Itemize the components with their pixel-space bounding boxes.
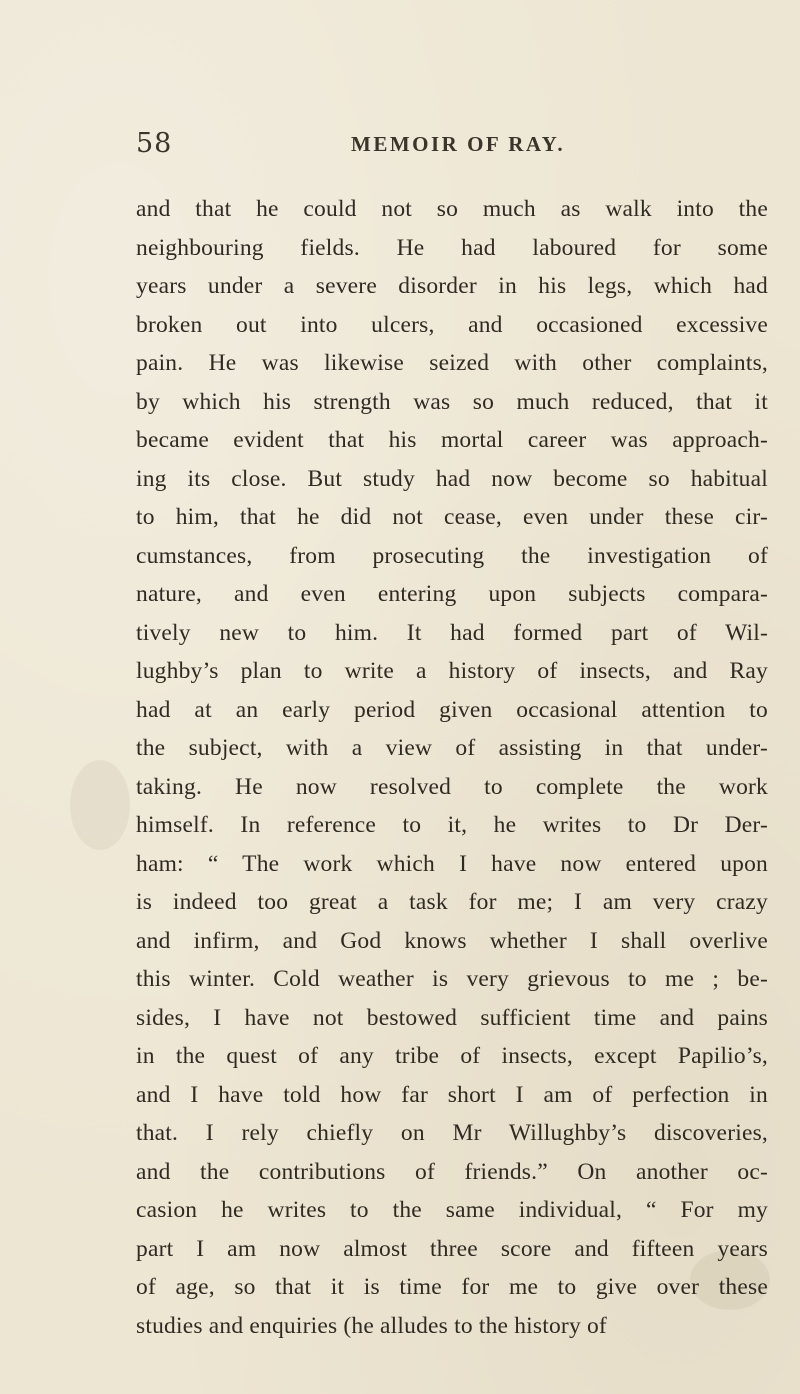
paper-stain — [70, 760, 130, 850]
text-line: ing its close. But study had now become so habitual — [136, 465, 768, 492]
text-line: of age, so that it is time for me to give over these — [136, 1274, 768, 1300]
text-line: ham: “ The work which I have now entered upon — [136, 850, 768, 877]
text-line: part I am now almost three score and fifteen years — [136, 1235, 768, 1262]
text-line: in the quest of any tribe of insects, except Papilio’s, — [136, 1043, 768, 1069]
page-header — [136, 128, 756, 168]
text-line: and I have told how far short I am of perfection in — [136, 1081, 768, 1108]
text-line: broken out into ulcers, and occasioned excessive — [136, 311, 768, 338]
text-line: and infirm, and God knows whether I shall overlive — [136, 927, 768, 954]
text-line: to him, that he did not cease, even under these cir- — [136, 504, 768, 530]
text-line: casion he writes to the same individual, “ For my — [136, 1197, 768, 1223]
text-line: studies and enquiries (he alludes to the history of — [136, 1312, 607, 1339]
text-line: taking. He now resolved to complete the work — [136, 773, 768, 800]
text-line: cumstances, from prosecuting the investigation of — [136, 542, 768, 569]
text-line: is indeed too great a task for me; I am very crazy — [136, 889, 768, 915]
text-line: tively new to him. It had formed part of Wil- — [136, 619, 768, 646]
text-line: lughby’s plan to write a history of insects, and Ray — [136, 658, 768, 684]
text-line: neighbouring fields. He had laboured for some — [136, 234, 768, 261]
page-number: 58 — [136, 128, 173, 159]
text-line: the subject, with a view of assisting in that under- — [136, 735, 768, 761]
text-line: that. I rely chiefly on Mr Willughby’s discoveries, — [136, 1120, 768, 1146]
text-line: became evident that his mortal career was approach- — [136, 427, 768, 453]
text-line: by which his strength was so much reduced, that it — [136, 388, 768, 415]
text-line: years under a severe disorder in his legs, which had — [136, 273, 768, 299]
text-line: had at an early period given occasional attention to — [136, 696, 768, 723]
text-line: nature, and even entering upon subjects compara- — [136, 581, 768, 607]
text-line: himself. In reference to it, he writes to Dr Der- — [136, 812, 768, 838]
running-head: MEMOIR OF RAY. — [351, 132, 566, 156]
text-line: this winter. Cold weather is very grievous to me ; be- — [136, 966, 768, 992]
text-line: and that he could not so much as walk into the — [136, 196, 768, 222]
text-line: sides, I have not bestowed sufficient time and pains — [136, 1004, 768, 1031]
text-line: pain. He was likewise seized with other complaints, — [136, 350, 768, 376]
body-text — [136, 190, 768, 1345]
text-line: and the contributions of friends.” On another oc- — [136, 1158, 768, 1185]
